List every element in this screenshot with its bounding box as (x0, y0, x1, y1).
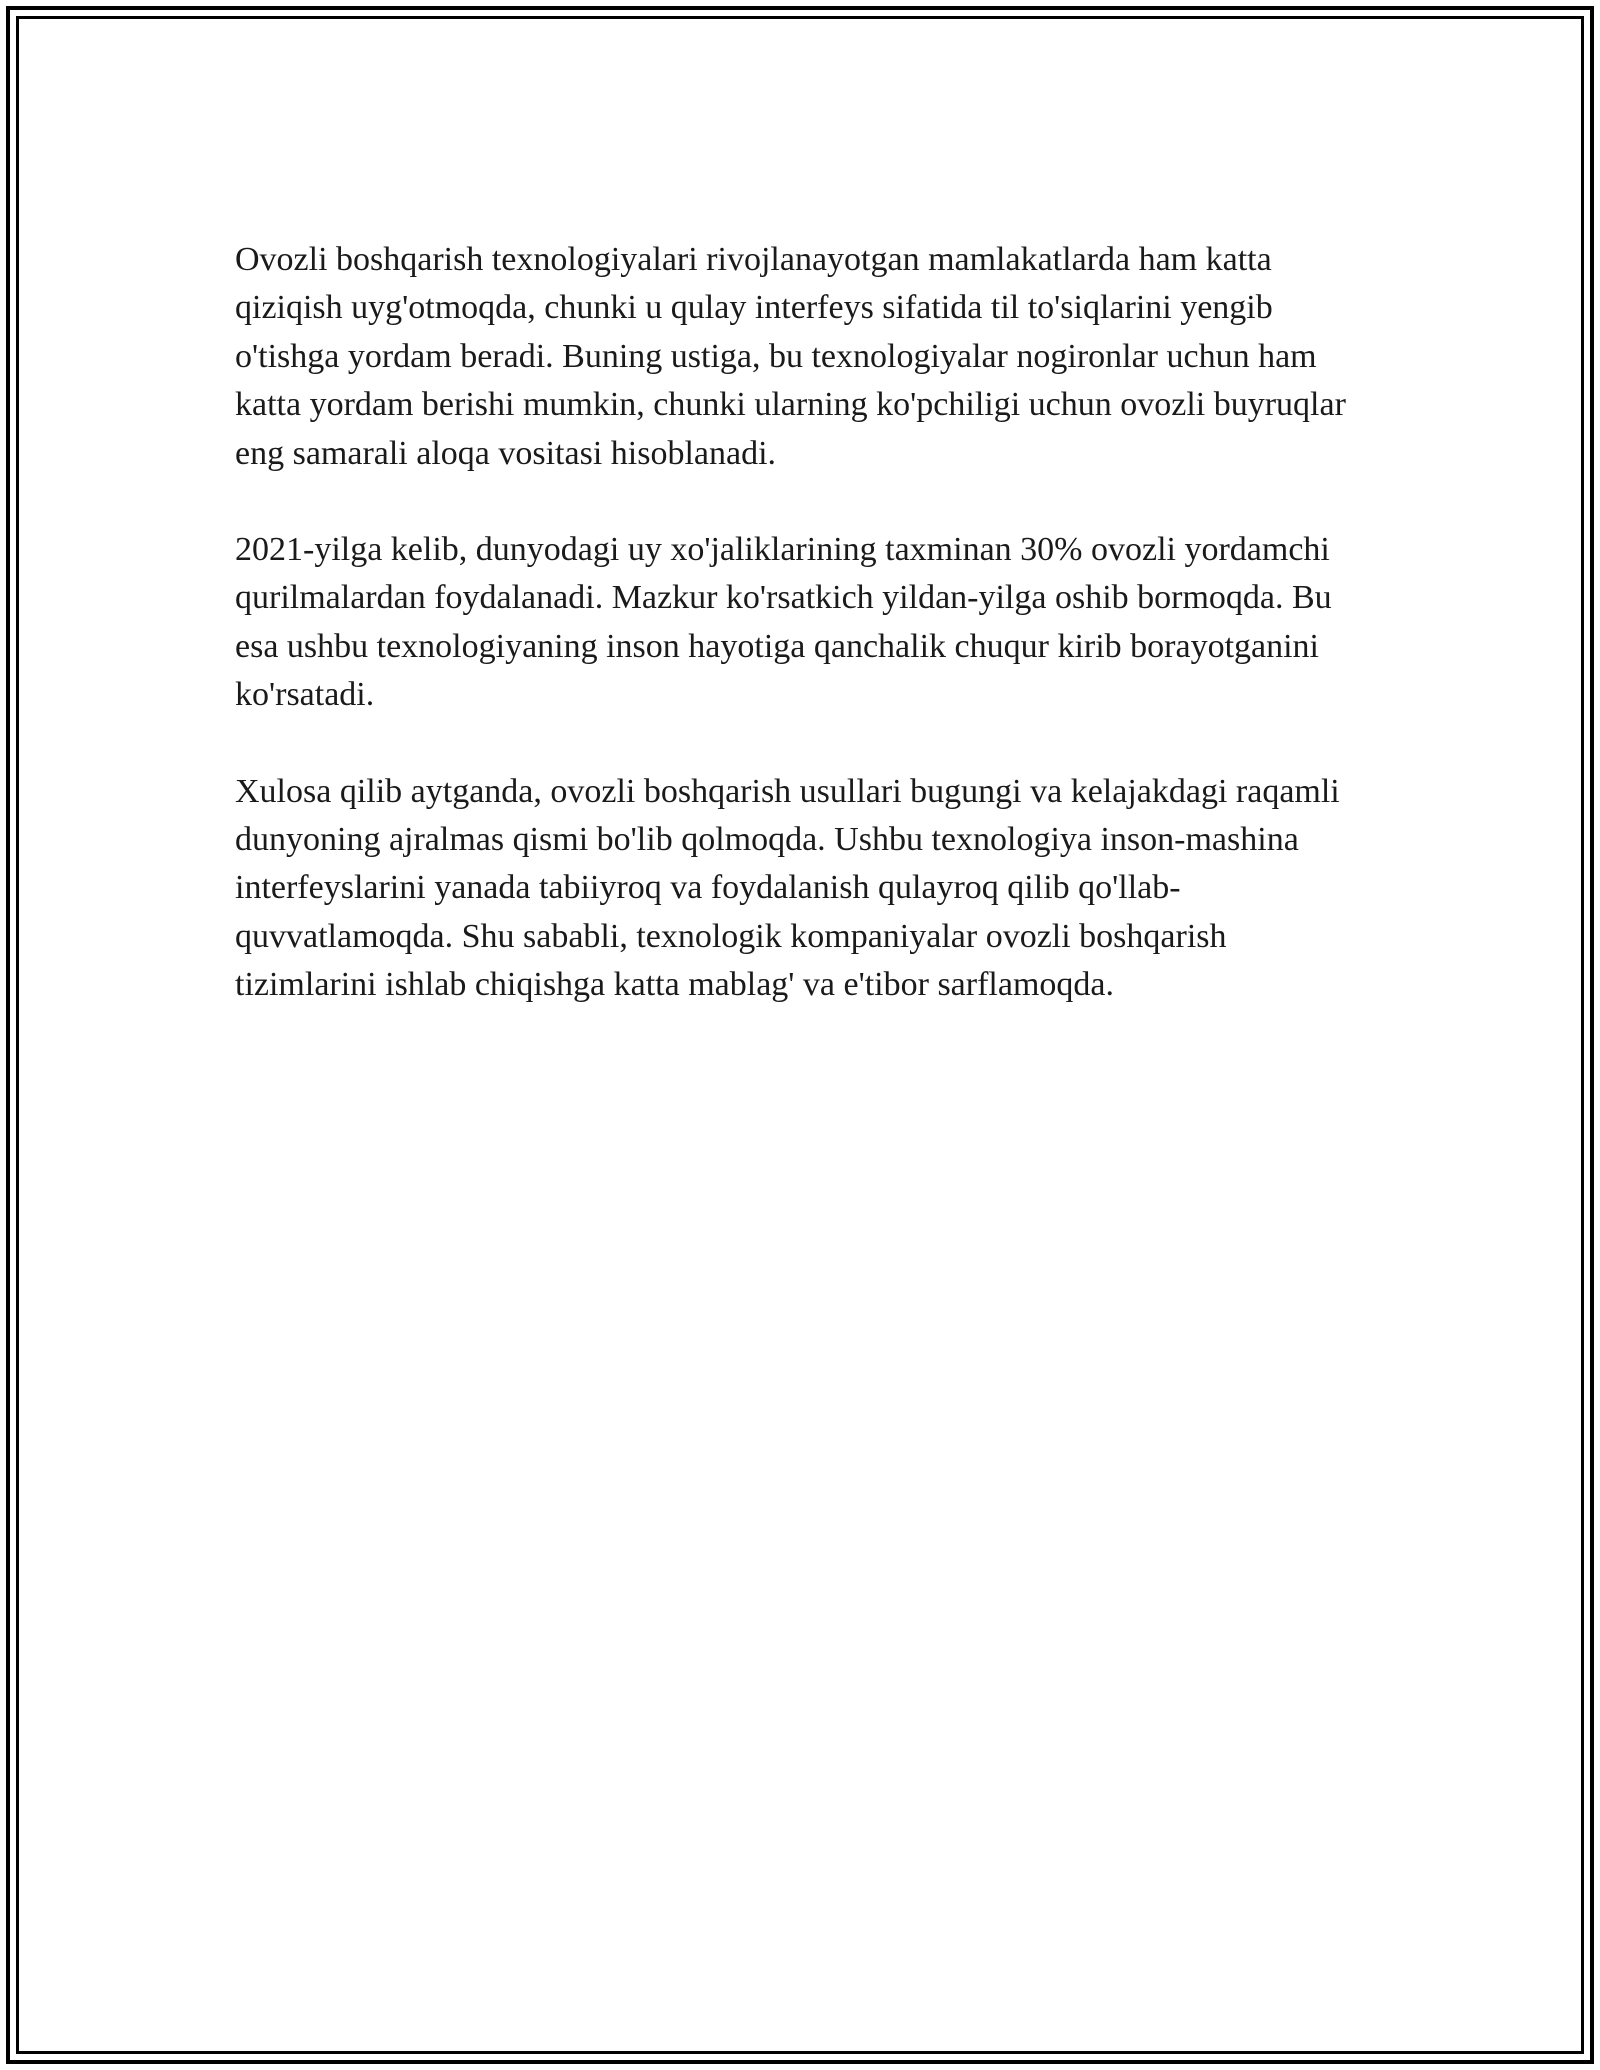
document-body (235, 236, 1375, 1058)
paragraph-3: Xulosa qilib aytganda, ovozli boshqarish usullari bugungi va kelajakdagi raqamli dunyoning ajralmas qismi bo'lib qolmoqda. Ushbu texnologiya inson-mashina interfeyslarini yanada tabiiyroq va foydalanish qulayroq qilib qo'llab-quvvatlamoqda. Shu sababli, texnologik kompaniyalar ovozli boshqarish tizimlarini ishlab chiqishga katta mablag' va e'tibor sarflamoqda. (235, 772, 1340, 1004)
paragraph-1: Ovozli boshqarish texnologiyalari rivojlanayotgan mamlakatlarda ham katta qiziqish uyg'otmoqda, chunki u qulay interfeys sifatida til to'siqlarini yengib o'tishga yordam beradi. Buning ustiga, bu texnologiyalar nogironlar uchun ham katta yordam berishi mumkin, chunki ularning ko'pchiligi uchun ovozli buyruqlar eng samarali aloqa vositasi hisoblanadi. (235, 241, 1346, 472)
paragraph-2: 2021-yilga kelib, dunyodagi uy xo'jaliklarining taxminan 30% ovozli yordamchi qurilmalardan foydalanadi. Mazkur ko'rsatkich yildan-yilga oshib bormoqda. Bu esa ushbu texnologiyaning inson hayotiga qanchalik chuqur kirib borayotganini ko'rsatadi. (235, 531, 1332, 714)
